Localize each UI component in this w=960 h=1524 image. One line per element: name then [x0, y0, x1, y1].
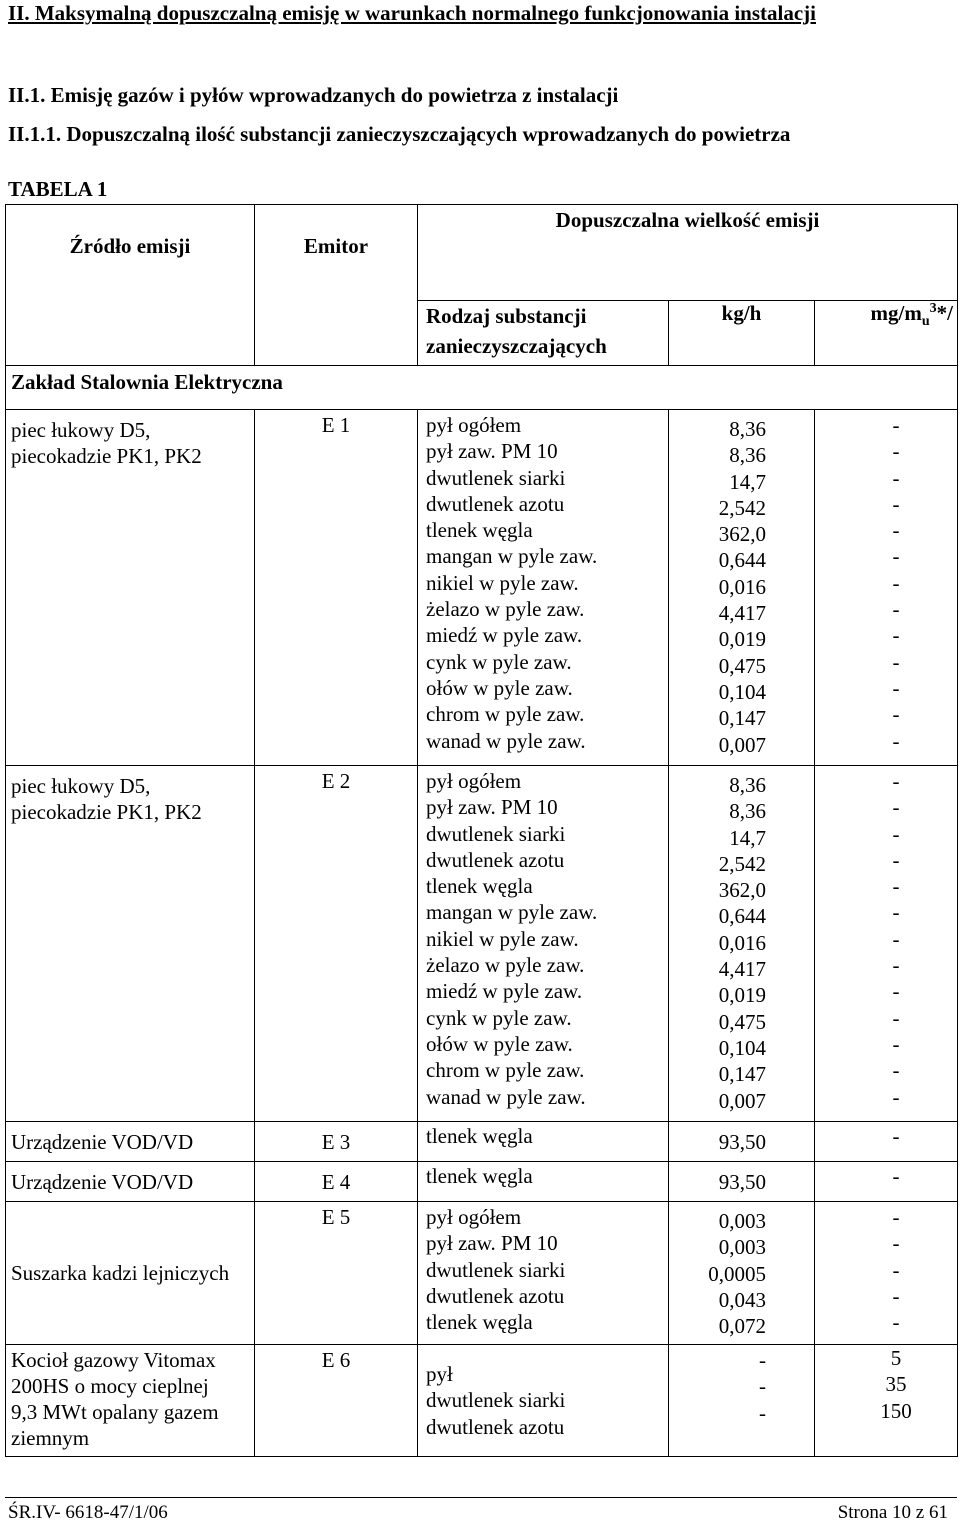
table-row: [6, 410, 958, 766]
table-row: [6, 1202, 958, 1345]
mgm3-cell: -: [815, 1162, 958, 1202]
emission-table: [5, 204, 958, 1457]
substance-cell: pył dwutlenek siarki dwutlenek azotu: [418, 1345, 669, 1457]
table-row: [6, 1162, 958, 1202]
col-header-substance: Rodzaj substancji zanieczyszczających: [418, 301, 669, 366]
substance-cell: tlenek węgla: [418, 1122, 669, 1162]
kgh-cell: 93,50: [669, 1162, 815, 1202]
page-number: Strona 10 z 61: [837, 1502, 948, 1523]
kgh-cell: - - -: [669, 1345, 815, 1457]
col-header-group: Dopuszczalna wielkość emisji: [418, 205, 958, 301]
col-header-kgh: kg/h: [669, 301, 815, 366]
document-reference: ŚR.IV- 6618-47/1/06: [8, 1502, 168, 1523]
mgm3-cell: - - - - - - - - - - - - -: [815, 766, 958, 1122]
table-label: TABELA 1: [8, 177, 108, 201]
substance-cell: pył ogółem pył zaw. PM 10 dwutlenek siarki dwutlenek azotu tlenek węgla mangan w pyle zaw. nikiel w pyle zaw. żelazo w pyle zaw. miedź w pyle zaw. cynk w pyle zaw. ołów w pyle zaw. chrom w pyle zaw. wanad w pyle zaw.: [418, 410, 669, 766]
section-heading-ii-1-1: II.1.1. Dopuszczalną ilość substancji zanieczyszczających wprowadzanych do powietrza: [8, 122, 791, 146]
kgh-cell: 8,36 8,36 14,7 2,542 362,0 0,644 0,016 4,417 0,019 0,475 0,104 0,147 0,007: [669, 410, 815, 766]
mgm3-cell: - - - - -: [815, 1202, 958, 1345]
emitor-cell: E 1: [255, 410, 418, 766]
emitor-cell: E 5: [255, 1202, 418, 1345]
footer-divider: [5, 1497, 957, 1498]
col-header-emitor: Emitor: [255, 205, 418, 366]
emitor-cell: E 6: [255, 1345, 418, 1457]
source-cell: Kocioł gazowy Vitomax 200HS o mocy cieplnej 9,3 MWt opalany gazem ziemnym: [6, 1345, 255, 1457]
table-row: [6, 1345, 958, 1457]
kgh-cell: 0,003 0,003 0,0005 0,043 0,072: [669, 1202, 815, 1345]
kgh-cell: 8,36 8,36 14,7 2,542 362,0 0,644 0,016 4,417 0,019 0,475 0,104 0,147 0,007: [669, 766, 815, 1122]
emitor-cell: E 3: [255, 1122, 418, 1162]
substance-cell: pył ogółem pył zaw. PM 10 dwutlenek siarki dwutlenek azotu tlenek węgla: [418, 1202, 669, 1345]
substance-cell: pył ogółem pył zaw. PM 10 dwutlenek siarki dwutlenek azotu tlenek węgla mangan w pyle zaw. nikiel w pyle zaw. żelazo w pyle zaw. miedź w pyle zaw. cynk w pyle zaw. ołów w pyle zaw. chrom w pyle zaw. wanad w pyle zaw.: [418, 766, 669, 1122]
table-row: [6, 766, 958, 1122]
col-header-mgm3: $mg/m_u^3*/$: [815, 301, 958, 366]
mgm3-cell: 5 35 150: [815, 1345, 958, 1457]
source-cell: Suszarka kadzi lejniczych: [6, 1202, 255, 1345]
kgh-cell: 93,50: [669, 1122, 815, 1162]
source-cell: Urządzenie VOD/VD: [6, 1162, 255, 1202]
section-heading-ii: II. Maksymalną dopuszczalną emisję w warunkach normalnego funkcjonowania instalacji: [8, 1, 816, 25]
emitor-cell: E 4: [255, 1162, 418, 1202]
source-cell: piec łukowy D5, piecokadzie PK1, PK2: [6, 410, 255, 766]
section-row: Zakład Stalownia Elektryczna: [6, 366, 958, 410]
emitor-cell: E 2: [255, 766, 418, 1122]
source-cell: piec łukowy D5, piecokadzie PK1, PK2: [6, 766, 255, 1122]
table-row: [6, 1122, 958, 1162]
mgm3-cell: -: [815, 1122, 958, 1162]
substance-cell: tlenek węgla: [418, 1162, 669, 1202]
mgm3-cell: - - - - - - - - - - - - -: [815, 410, 958, 766]
col-header-source: Źródło emisji: [6, 205, 255, 366]
section-heading-ii-1: II.1. Emisję gazów i pyłów wprowadzanych do powietrza z instalacji: [8, 83, 619, 107]
source-cell: Urządzenie VOD/VD: [6, 1122, 255, 1162]
